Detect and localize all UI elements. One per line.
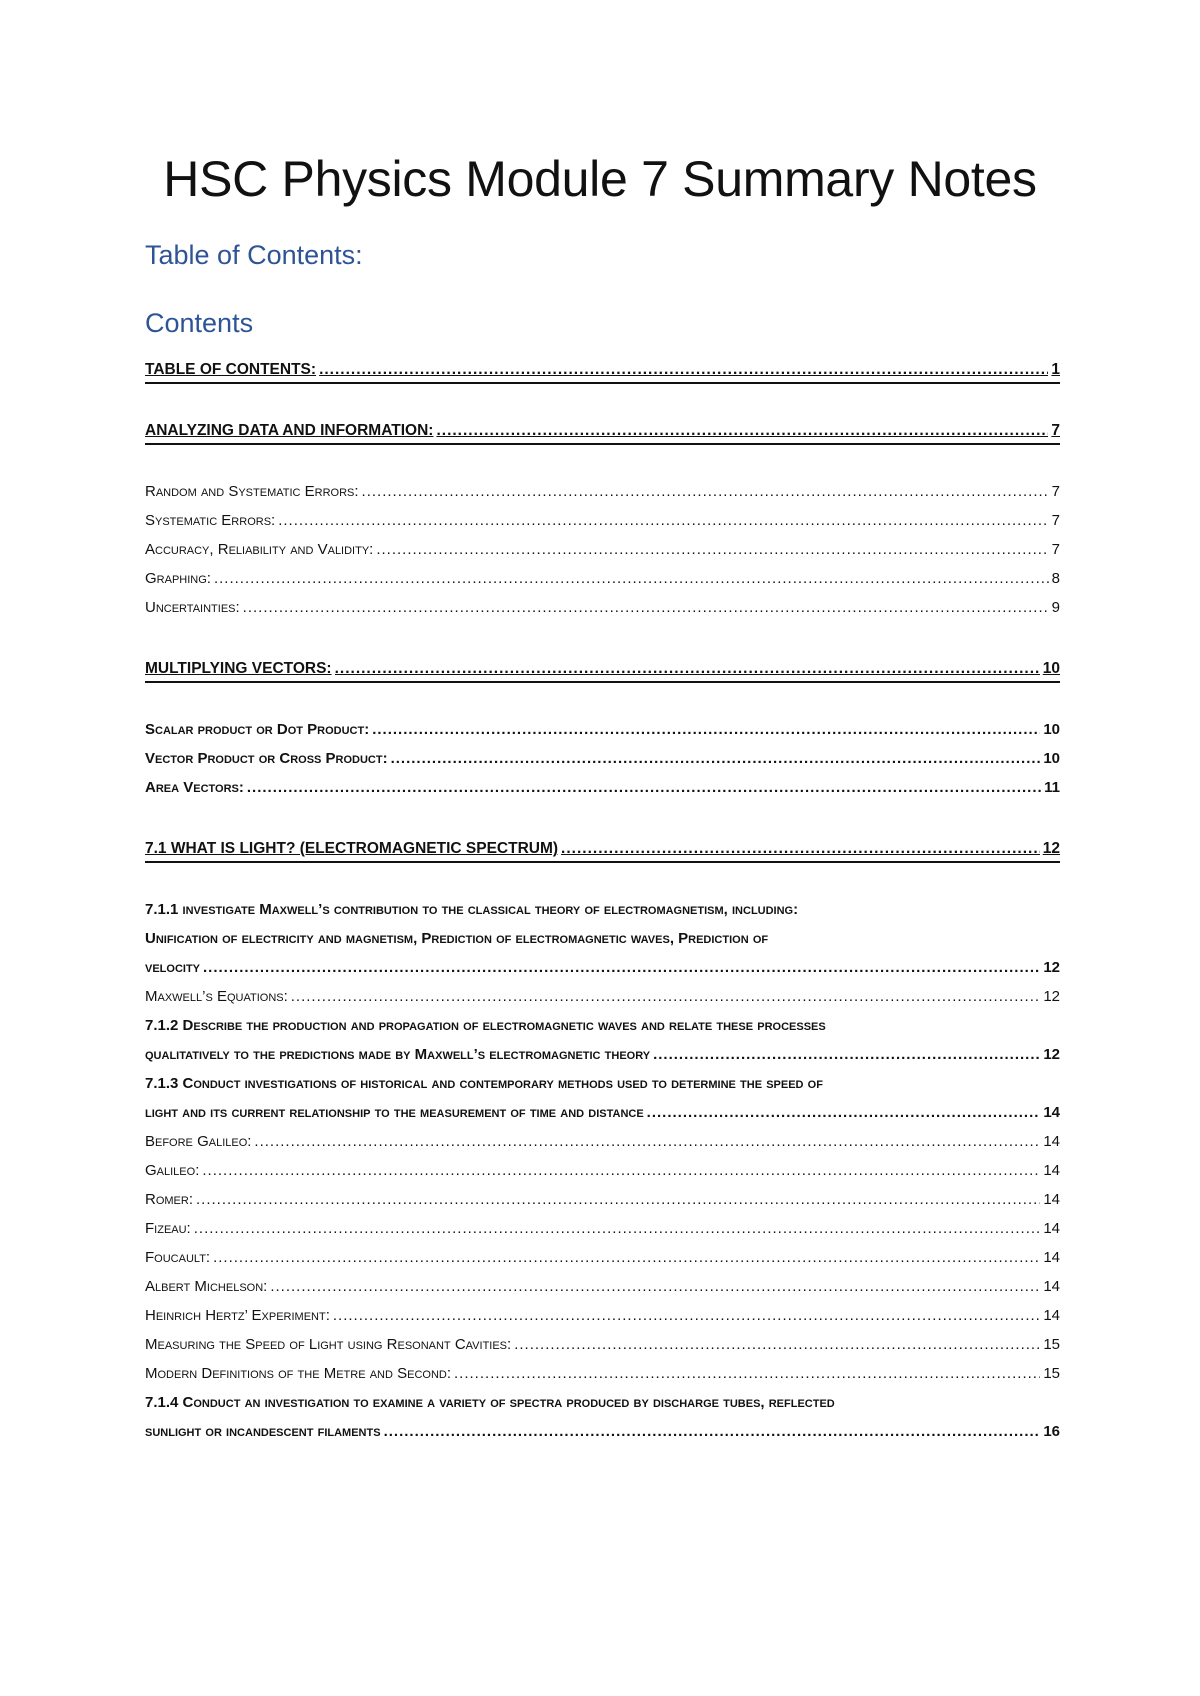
toc-entry-label: Fizeau:: [145, 1220, 191, 1237]
toc-entry-albert-michelson[interactable]: [145, 1272, 1060, 1301]
toc-entry-label: Random and Systematic Errors:: [145, 483, 359, 500]
toc-entry-label-line1: 7.1.4 Conduct an investigation to examine a variety of spectra produced by discharge tubes, reflected: [145, 1394, 835, 1411]
toc-page-number: 14: [1043, 1220, 1060, 1237]
toc-entry-label-line2: light and its current relationship to the measurement of time and distance: [145, 1104, 644, 1121]
toc-entry-graphing[interactable]: [145, 564, 1060, 593]
toc-entry-label: Scalar product or Dot Product:: [145, 721, 370, 738]
toc-page-number: 10: [1043, 750, 1060, 767]
toc-entry-label: Vector Product or Cross Product:: [145, 750, 388, 767]
dot-leader: [203, 953, 1040, 982]
toc-heading: Table of Contents:: [145, 240, 363, 270]
dot-leader: [196, 1185, 1040, 1214]
toc-entry-label: Accuracy, Reliability and Validity:: [145, 541, 374, 558]
toc-page-number: 12: [1043, 959, 1060, 976]
toc-page-number: 14: [1043, 1162, 1060, 1179]
dot-leader: [243, 593, 1049, 622]
toc-entry-systematic-errors[interactable]: [145, 506, 1060, 535]
dot-leader: [335, 654, 1040, 683]
toc-entry-area-vectors[interactable]: [145, 773, 1060, 802]
toc-entry-label: Area Vectors:: [145, 779, 244, 796]
toc-entry-label: Systematic Errors:: [145, 512, 276, 529]
toc-entry-analyzing-data[interactable]: [145, 416, 1060, 445]
toc-entry-accuracy-reliability-validity[interactable]: [145, 535, 1060, 564]
toc-entry-label-line1: 7.1.3 Conduct investigations of historical and contemporary methods used to determine the speed of: [145, 1075, 823, 1092]
dot-leader: [213, 1243, 1040, 1272]
toc-entry-label: Albert Michelson:: [145, 1278, 268, 1295]
toc-entry-romer[interactable]: [145, 1185, 1060, 1214]
toc-page-number: 12: [1043, 1046, 1060, 1063]
toc-entry-maxwells-equations[interactable]: [145, 982, 1060, 1011]
dot-leader: [372, 715, 1040, 744]
toc-entry-label-line1: 7.1.2 Describe the production and propagation of electromagnetic waves and relate these processes: [145, 1017, 826, 1034]
toc-entry-label: Foucault:: [145, 1249, 211, 1266]
toc-entry-label: Uncertainties:: [145, 599, 240, 616]
dot-leader: [653, 1040, 1040, 1069]
toc-page-number: 12: [1042, 840, 1060, 857]
dot-leader: [514, 1330, 1040, 1359]
toc-entry-label: 7.1 WHAT IS LIGHT? (ELECTROMAGNETIC SPECTRUM): [145, 840, 559, 857]
toc-page-number: 7: [1051, 512, 1060, 529]
toc-entry-label: TABLE OF CONTENTS:: [145, 361, 317, 378]
toc-entry-label-line2: Unification of electricity and magnetism, Prediction of electromagnetic waves, Prediction of: [145, 930, 769, 947]
dot-leader: [247, 773, 1041, 802]
toc-entry-label: Romer:: [145, 1191, 193, 1208]
dot-leader: [319, 355, 1048, 384]
toc-entry-vector-product[interactable]: [145, 744, 1060, 773]
dot-leader: [376, 535, 1048, 564]
toc-entry-scalar-product[interactable]: [145, 715, 1060, 744]
toc-entry-table-of-contents[interactable]: [145, 355, 1060, 384]
dot-leader: [362, 477, 1049, 506]
dot-leader: [254, 1127, 1040, 1156]
toc-entry-label: Before Galileo:: [145, 1133, 252, 1150]
toc-entry-7-1-1[interactable]: [145, 895, 1060, 982]
dot-leader: [391, 744, 1041, 773]
toc-page-number: 1: [1051, 361, 1060, 378]
toc-entry-label: Modern Definitions of the Metre and Second:: [145, 1365, 452, 1382]
dot-leader: [454, 1359, 1040, 1388]
toc-entry-7-1-4[interactable]: [145, 1388, 1060, 1446]
toc-entry-modern-definitions[interactable]: [145, 1359, 1060, 1388]
toc-entry-fizeau[interactable]: [145, 1214, 1060, 1243]
toc-entry-uncertainties[interactable]: [145, 593, 1060, 622]
toc-entry-heinrich-hertz[interactable]: [145, 1301, 1060, 1330]
toc-entry-7-1-3[interactable]: [145, 1069, 1060, 1127]
toc-page-number: 8: [1051, 570, 1060, 587]
document-title: HSC Physics Module 7 Summary Notes: [163, 151, 1037, 207]
toc-entry-random-systematic-errors[interactable]: [145, 477, 1060, 506]
toc-page-number: 11: [1044, 779, 1060, 796]
toc-page-number: 15: [1043, 1365, 1060, 1382]
toc-page-number: 7: [1051, 541, 1060, 558]
toc-entry-label: Maxwell’s Equations:: [145, 988, 288, 1005]
toc-page-number: 14: [1043, 1191, 1060, 1208]
toc-page-number: 14: [1043, 1307, 1060, 1324]
toc-page-number: 16: [1043, 1423, 1060, 1440]
contents-heading: Contents: [145, 308, 254, 338]
toc-page-number: 7: [1051, 422, 1060, 439]
toc-entry-label: MULTIPLYING VECTORS:: [145, 660, 332, 677]
toc-page-number: 10: [1042, 660, 1060, 677]
toc-entry-7-1-2[interactable]: [145, 1011, 1060, 1069]
toc-entry-what-is-light[interactable]: [145, 834, 1060, 863]
toc-entry-label-line3: velocity: [145, 959, 201, 976]
toc-entry-resonant-cavities[interactable]: [145, 1330, 1060, 1359]
toc-entry-label-line2: sunlight or incandescent filaments: [145, 1423, 381, 1440]
toc-page-number: 14: [1043, 1133, 1060, 1150]
toc-entry-label: Heinrich Hertz’ Experiment:: [145, 1307, 330, 1324]
toc-page-number: 9: [1051, 599, 1060, 616]
dot-leader: [194, 1214, 1041, 1243]
toc-page-number: 14: [1043, 1104, 1060, 1121]
toc-entry-label: Measuring the Speed of Light using Resonant Cavities:: [145, 1336, 512, 1353]
dot-leader: [214, 564, 1049, 593]
toc-page-number: 12: [1043, 988, 1060, 1005]
dot-leader: [270, 1272, 1040, 1301]
toc-entry-multiplying-vectors[interactable]: [145, 654, 1060, 683]
dot-leader: [647, 1098, 1041, 1127]
toc-page-number: 15: [1043, 1336, 1060, 1353]
toc-entry-label: Galileo:: [145, 1162, 200, 1179]
dot-leader: [561, 834, 1040, 863]
toc-entry-foucault[interactable]: [145, 1243, 1060, 1272]
dot-leader: [278, 506, 1048, 535]
dot-leader: [384, 1417, 1041, 1446]
toc-page-number: 14: [1043, 1278, 1060, 1295]
toc-entry-label: Graphing:: [145, 570, 211, 587]
dot-leader: [436, 416, 1048, 445]
toc-entry-label-line1: 7.1.1 investigate Maxwell’s contribution to the classical theory of electromagnetism, including:: [145, 901, 799, 918]
toc-page-number: 14: [1043, 1249, 1060, 1266]
dot-leader: [333, 1301, 1040, 1330]
toc-page-number: 7: [1051, 483, 1060, 500]
toc-page-number: 10: [1043, 721, 1060, 738]
toc-entry-label-line2: qualitatively to the predictions made by Maxwell’s electromagnetic theory: [145, 1046, 651, 1063]
toc-entry-before-galileo[interactable]: [145, 1127, 1060, 1156]
toc-entry-label: ANALYZING DATA AND INFORMATION:: [145, 422, 434, 439]
dot-leader: [202, 1156, 1040, 1185]
toc-entry-galileo[interactable]: [145, 1156, 1060, 1185]
dot-leader: [291, 982, 1041, 1011]
